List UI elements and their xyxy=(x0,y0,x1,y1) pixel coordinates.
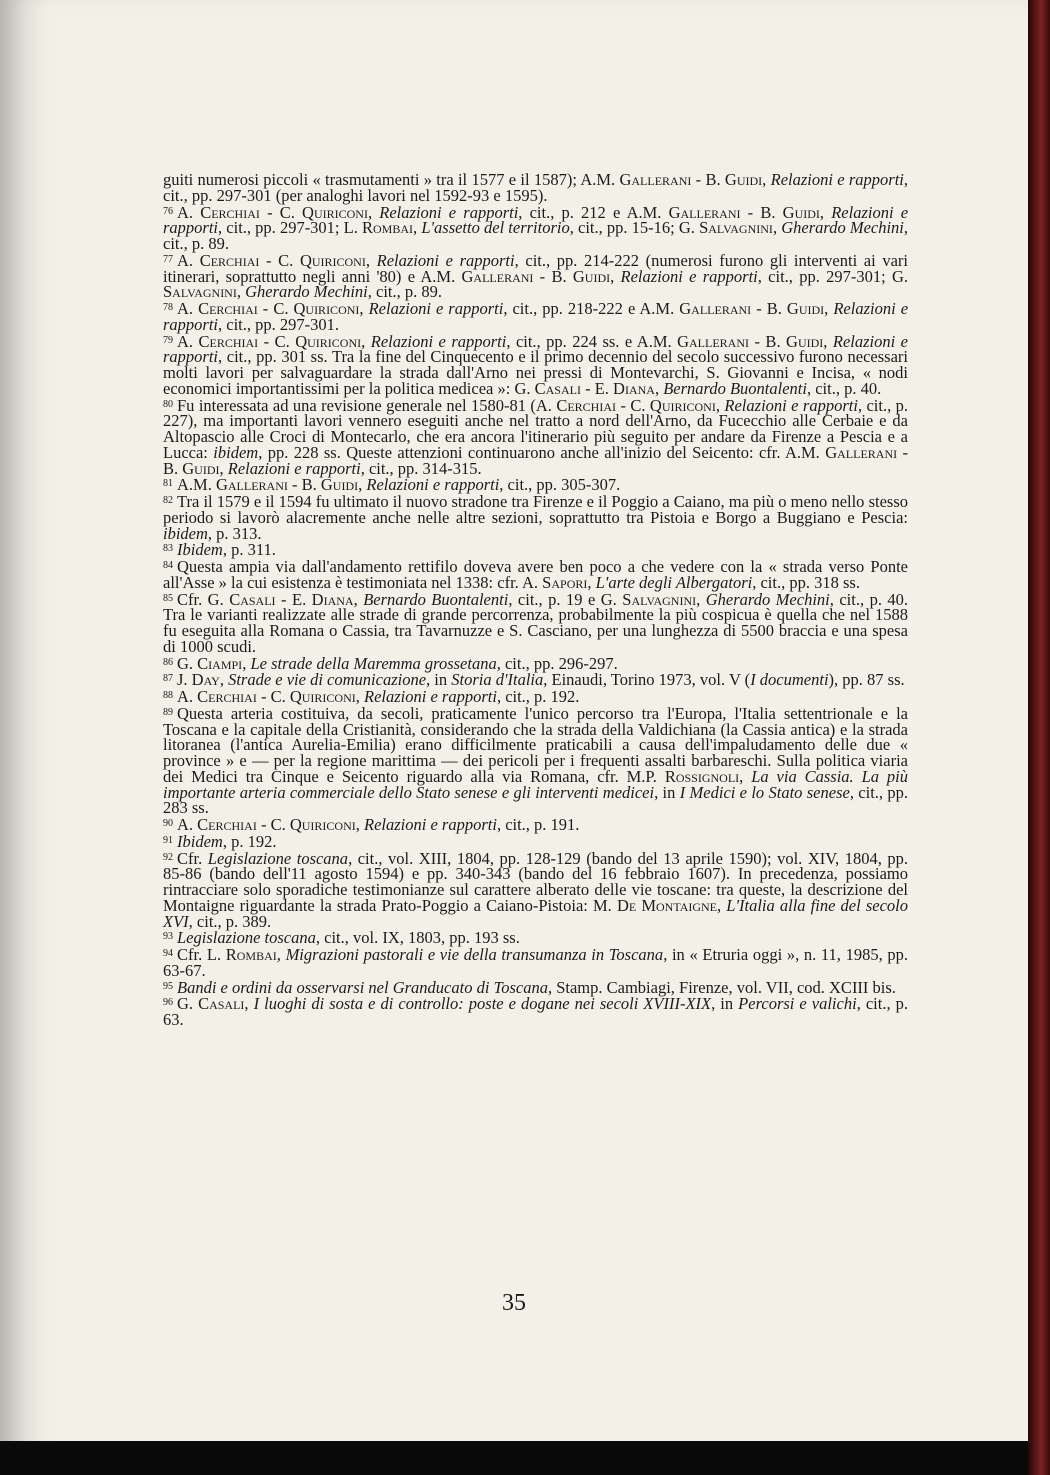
footnote-number: 93 xyxy=(163,931,173,943)
footnote-italic-title: Legislazione toscana xyxy=(177,928,316,948)
footnote-italic-title: La via Cassia. La più importante arteria commerciale dello Stato senese e gli interventi medicei xyxy=(163,766,908,802)
footnote-text: , p. 313. xyxy=(207,523,262,543)
footnote xyxy=(163,397,908,477)
footnote-author-name: Gallerani xyxy=(679,299,752,318)
footnote xyxy=(163,204,908,252)
footnote-italic-title: Bernardo Buontalenti xyxy=(363,589,509,609)
footnote-italic-title: Relazioni e rapporti xyxy=(227,458,361,478)
footnote-author-name: Gallerani xyxy=(619,170,692,189)
footnote xyxy=(163,671,908,688)
footnote-text: - E. xyxy=(580,378,614,398)
footnote-number: 91 xyxy=(163,834,173,846)
footnote-italic-title: Legislazione toscana xyxy=(207,848,349,868)
footnote-text: , cit., pp. 297-301; G. xyxy=(757,266,908,286)
footnote-italic-title: Bandi e ordini da osservarsi nel Granducato di Toscana xyxy=(177,977,548,997)
footnote xyxy=(163,979,908,996)
footnote-text: - C. xyxy=(616,395,650,415)
footnote-text: , p. 311. xyxy=(222,540,276,560)
footnote-italic-title: Relazioni e rapporti xyxy=(368,299,504,318)
footnote-author-name: Cerchiai xyxy=(200,202,260,222)
footnote-author-name: Quiriconi xyxy=(289,815,356,834)
footnote-number: 82 xyxy=(163,495,173,506)
footnote-text: , cit., p. 63. xyxy=(163,994,908,1029)
footnote xyxy=(163,476,908,493)
footnote-text: guiti numerosi piccoli « trasmutamenti » tra il 1577 e il 1587); A.M. xyxy=(163,170,620,189)
footnote-text: , cit., p. 40. Tra le varianti realizzate alle strade di grande percorrenza, probabilmente la più cospicua è quella che nel 1588 fu eseguita alla Romana o Cassia, tra Tavarnuzze e S. Casciano, per una lunghezza di 5500 braccia e una spesa di 1000 scudi. xyxy=(163,589,909,656)
footnote-italic-title: Relazioni e rapporti xyxy=(620,266,758,286)
footnote-text: , Stamp. Cambiagi, Firenze, vol. VII, cod. XCIII bis. xyxy=(547,977,896,997)
footnote-author-name: Rossignoli xyxy=(664,766,740,786)
footnote-author-name: Gallerani xyxy=(215,475,288,495)
footnote-text: , xyxy=(772,218,782,238)
page-number: 35 xyxy=(502,1290,526,1316)
footnote-italic-title: Relazioni e rapporti xyxy=(364,687,497,706)
footnote xyxy=(163,493,908,541)
footnote-text: - B. xyxy=(749,331,787,351)
footnote-text: , Einaudi, Torino 1973, vol. V ( xyxy=(543,670,751,690)
footnote xyxy=(163,333,908,397)
footnote xyxy=(163,558,908,591)
footnote-text: , xyxy=(587,572,596,592)
footnote-text: , xyxy=(358,475,367,495)
footnote-number: 96 xyxy=(163,997,173,1009)
footnote-text: , cit., pp. 214-222 (numerosi furono gli interventi ai vari itinerari, soprattutto negli anni '80) e A.M. xyxy=(163,250,909,286)
footnote-text: , xyxy=(361,331,371,351)
footnote xyxy=(163,172,908,204)
footnote-text: A. xyxy=(177,202,201,222)
footnote-text: , xyxy=(823,331,833,351)
footnote-text: - C. xyxy=(256,815,290,834)
footnote-text: , cit., pp. 15-16; G. xyxy=(569,218,700,238)
footnote-italic-title: Migrazioni pastorali e vie della transumanza in Toscana xyxy=(285,945,664,964)
footnote-author-name: Casali xyxy=(534,378,581,398)
footnote xyxy=(163,833,908,850)
footnote xyxy=(163,995,908,1028)
footnote-text: G. xyxy=(177,994,199,1014)
footnote-text: Questa arteria costituiva, da secoli, praticamente l'unico percorso tra l'Europa, l'Italia settentrionale e la Toscana e la capitale della Cristianità, considerando che la strada della Valdichiana (la Cassia antica) e la strada litoranea (l'antica Aurelia-Emilia) erano difficilmente praticabili a causa dell'impaludamento delle due « province » e — per la regione marittima — dei pericoli per i frequenti assalti barbareschi. Sulla politica viaria dei Medici tra Cinque e Seicento riguardo alla via Romana, cfr. M.P. xyxy=(163,703,908,786)
footnote-text: - C. xyxy=(259,202,303,222)
footnote-italic-title: Ibidem xyxy=(177,831,223,851)
footnote-text: A.M. xyxy=(177,475,216,495)
footnote xyxy=(163,252,908,300)
footnote-text: , in xyxy=(654,782,680,802)
footnote-italic-title: Relazioni e rapporti xyxy=(370,331,507,351)
footnote xyxy=(163,591,908,655)
footnote-text: , cit., vol. IX, 1803, pp. 193 ss. xyxy=(315,928,520,948)
footnote-text: , xyxy=(610,266,621,286)
footnote-text: J. xyxy=(177,670,192,690)
footnote-text: - C. xyxy=(257,299,294,318)
footnote-number: 89 xyxy=(163,706,173,718)
footnote-text: , xyxy=(715,395,725,415)
footnote-text: , cit., p. 212 e A.M. xyxy=(518,202,669,222)
footnote-number: 80 xyxy=(163,398,173,410)
footnote-text: , cit., p. 89. xyxy=(163,218,909,253)
footnote-number: 92 xyxy=(163,851,173,863)
footnote-text: - B. xyxy=(163,442,908,478)
footnotes-block xyxy=(163,172,908,1028)
footnote-italic-title: Gherardo Mechini xyxy=(781,218,904,238)
footnote-author-name: Quiriconi xyxy=(299,250,366,270)
footnote-text: , in « Etruria oggi », n. 11, 1985, pp. 63-67. xyxy=(163,945,909,980)
footnote-author-name: Salvagnini xyxy=(699,218,773,238)
footnote-text: , xyxy=(654,378,664,398)
footnote-text: , cit., pp. 297-301. xyxy=(218,314,340,334)
footnote-author-name: Guidi xyxy=(182,458,220,478)
footnote-text: , cit., p. 389. xyxy=(188,911,272,931)
footnote-italic-title: I Medici e lo Stato senese xyxy=(679,782,850,802)
footnote-text: A. xyxy=(177,815,198,834)
footnote-text: , xyxy=(219,458,228,478)
footnote-text: , xyxy=(359,299,369,318)
footnote xyxy=(163,705,908,816)
footnote-text: , cit., p. 192. xyxy=(496,687,580,706)
footnote-author-name: Gallerani xyxy=(668,202,741,222)
footnote xyxy=(163,850,908,930)
footnote-author-name: Gallerani xyxy=(461,266,534,286)
footnote-text: ), pp. 87 ss. xyxy=(828,670,905,690)
footnote xyxy=(163,541,908,558)
footnote-italic-title: Ibidem xyxy=(177,540,223,560)
footnote-italic-title: Relazioni e rapporti xyxy=(376,250,515,270)
footnote-number: 83 xyxy=(163,543,173,555)
footnote-author-name: Salvagnini xyxy=(622,589,697,609)
footnote-author-name: Quiriconi xyxy=(295,331,362,351)
footnote-text: , xyxy=(696,589,706,609)
footnote-text: , xyxy=(236,282,246,302)
footnote-italic-title: Strade e vie di comunicazione xyxy=(228,670,427,690)
footnote-number: 95 xyxy=(163,980,173,992)
footnote-italic-title: Storia d'Italia xyxy=(451,670,544,690)
footnote-text: Cfr. L. xyxy=(177,945,226,964)
footnote-text: , xyxy=(355,815,365,834)
footnote-italic-title: L'arte degli Albergatori xyxy=(595,572,753,592)
footnote-text: , cit., pp. 314-315. xyxy=(360,458,482,478)
footnote-text: , cit., pp. 297-301; L. xyxy=(218,218,363,238)
footnote-italic-title: L'Italia alla fine del secolo XVI xyxy=(163,895,908,931)
footnote-italic-title: ibidem xyxy=(213,442,259,462)
footnote-author-name: Rombai xyxy=(362,218,414,238)
footnote-italic-title: Relazioni e rapporti xyxy=(379,202,519,222)
footnote xyxy=(163,300,908,333)
footnote-author-name: Guidi xyxy=(320,475,359,495)
footnote-italic-title: I documenti xyxy=(750,670,829,690)
footnote-text: , cit., pp. 224 ss. e A.M. xyxy=(506,331,678,351)
footnote-italic-title: Gherardo Mechini xyxy=(245,282,368,302)
footnote-text: A. xyxy=(177,299,199,318)
footnote-italic-title: Relazioni e rapporti xyxy=(163,299,909,334)
footnote-text: - B. xyxy=(751,299,787,318)
footnote xyxy=(163,655,908,672)
footnote-text: , cit., p. 191. xyxy=(496,815,580,834)
footnote-text: - C. xyxy=(258,331,296,351)
footnote-text: , xyxy=(717,895,727,915)
footnote-author-name: Cerchiai xyxy=(198,299,258,318)
footnote-author-name: De Montaigne xyxy=(616,895,718,915)
footnote-author-name: Guidi xyxy=(724,170,763,189)
footnote-text: , xyxy=(219,670,229,690)
footnote-italic-title: Relazioni e rapporti xyxy=(163,331,908,367)
footnote-text: , xyxy=(819,202,832,222)
footnote-text: A. xyxy=(177,331,199,351)
footnote-text: , cit., pp. 218-222 e A.M. xyxy=(503,299,680,318)
footnote-author-name: Guidi xyxy=(572,266,611,286)
footnote-author-name: Quiriconi xyxy=(293,299,360,318)
footnote-text: , xyxy=(739,766,752,786)
footnote-text: , cit., p. 89. xyxy=(367,282,443,302)
footnote-author-name: Cerchiai xyxy=(199,250,260,270)
footnote-italic-title: ibidem xyxy=(163,523,208,543)
bottom-shadow xyxy=(0,1441,1028,1458)
footnote-text: Questa ampia via dall'andamento rettifilo doveva avere ben poco a che vedere con la « strada verso Ponte all'Asse » la cui esistenza è testimoniata nel 1338: cfr. A. xyxy=(163,557,908,592)
footnote-text: , cit., pp. 283 ss. xyxy=(163,782,908,818)
footnote-text: - B. xyxy=(691,170,725,189)
footnote-author-name: Day xyxy=(191,670,220,690)
footnote-italic-title: Relazioni e rapporti xyxy=(364,815,497,834)
footnote-text: , xyxy=(353,589,364,609)
footnote-text: , in xyxy=(711,994,739,1014)
footnote-text: , pp. 228 ss. Queste attenzioni continuarono anche all'inizio del Seicento: cfr. A.M. xyxy=(258,442,826,462)
footnote-author-name: Cerchiai xyxy=(197,687,257,706)
footnote-author-name: Salvagnini xyxy=(163,282,237,302)
footnote-text: , cit., pp. 297-301 (per analoghi lavori nel 1592-93 e 1595). xyxy=(163,170,909,205)
footnote-author-name: Rombai xyxy=(225,945,277,964)
footnote-italic-title: Gherardo Mechini xyxy=(705,589,830,609)
footnote-text: A. xyxy=(177,687,198,706)
footnote-author-name: Casali xyxy=(198,994,245,1014)
footnote-author-name: Gallerani xyxy=(825,442,898,462)
footnote-text: , cit., p. 19 e G. xyxy=(508,589,623,609)
footnote-text: , xyxy=(276,945,286,964)
footnote-italic-title: L'assetto del territorio xyxy=(421,218,570,238)
footnote-author-name: Diana xyxy=(311,589,354,609)
footnote-text: , xyxy=(365,250,377,270)
footnote-author-name: Quiriconi xyxy=(302,202,368,222)
footnote-author-name: Quiriconi xyxy=(649,395,716,415)
footnote-text: , p. 192. xyxy=(222,831,277,851)
footnote-text: , cit., pp. 318 ss. xyxy=(752,572,860,592)
footnote-text: , xyxy=(244,994,254,1014)
footnote-text: , xyxy=(413,218,422,238)
footnote-number: 94 xyxy=(163,948,173,959)
footnote-number: 90 xyxy=(163,818,173,829)
footnote-author-name: Cerchiai xyxy=(198,331,259,351)
footnote-italic-title: Relazioni e rapporti xyxy=(163,202,909,238)
footnote-text: , xyxy=(824,299,834,318)
footnote-author-name: Cerchiai xyxy=(556,395,617,415)
footnote-number: 85 xyxy=(163,592,173,604)
footnote-author-name: Diana xyxy=(613,378,655,398)
footnote-text: - C. xyxy=(259,250,300,270)
footnote-text: , cit., pp. 305-307. xyxy=(499,475,621,495)
footnote-author-name: Casali xyxy=(229,589,276,609)
footnote-author-name: Ciampi xyxy=(197,653,243,673)
footnote-author-name: Guidi xyxy=(782,202,820,222)
footnote-text: - C. xyxy=(256,687,290,706)
footnote-italic-title: Le strade della Maremma grossetana xyxy=(250,653,497,673)
footnote-number: 87 xyxy=(163,673,173,685)
footnote-text: , xyxy=(355,687,365,706)
footnote-author-name: Guidi xyxy=(786,299,825,318)
footnote-author-name: Sapori xyxy=(542,572,588,592)
footnote xyxy=(163,688,908,705)
footnote-text: , cit., vol. XIII, 1804, pp. 128-129 (bando del 13 aprile 1590); vol. XIV, 1804, pp. 85-86 (bando dell'11 agosto 1594) e pp. 340-343 (bando del 16 febbraio 1607). In precedenza, possiamo rintracciare solo sporadiche testimonianze sul carattere alberato delle vie toscane: tra queste, la descrizione del Montaigne riguardante la strada Prato-Poggio a Caiano-Pistoia: M. xyxy=(163,848,908,915)
footnote-number: 84 xyxy=(163,560,173,571)
footnote-number: 77 xyxy=(163,253,173,265)
footnote-number: 86 xyxy=(163,656,173,668)
footnote-number: 81 xyxy=(163,478,173,490)
footnote-italic-title: Relazioni e rapporti xyxy=(770,170,904,189)
footnote-number: 78 xyxy=(163,302,173,313)
footnote-text: , in xyxy=(426,670,452,690)
footnote-italic-title: Bernardo Buontalenti xyxy=(663,378,807,398)
book-page-edges xyxy=(1028,0,1050,1475)
footnote-text: Cfr. G. xyxy=(177,589,230,609)
footnote-italic-title: Percorsi e valichi xyxy=(738,994,857,1014)
footnote-italic-title: I luoghi di sosta e di controllo: poste e dogane nei secoli XVIII-XIX xyxy=(253,994,712,1014)
footnote-text: , xyxy=(762,170,771,189)
footnote-number: 88 xyxy=(163,690,173,701)
footnote-text: A. xyxy=(177,250,200,270)
footnote-text: , cit., pp. 301 ss. Tra la fine del Cinquecento e il primo decennio del secolo successivo furono necessari molti lavori per salvaguardare la strada dall'Arno nei pressi di Montevarchi, S. Giovanni e Incisa, « nodi economici importantissimi per la politica medicea »: G. xyxy=(163,347,908,398)
footnote-text: , cit., p. 227), ma importanti lavori vennero eseguiti anche nel tratto a nord dell'Arno, da Fucecchio alle Cerbaie e da Altopascio alle Croci di Montecarlo, che era ancora l'itinerario più seguito per andare da Firenze a Pescia e a Lucca: xyxy=(163,395,909,462)
footnote xyxy=(163,816,908,833)
footnote-number: 79 xyxy=(163,334,173,346)
footnote-text: Cfr. xyxy=(177,848,208,868)
footnote-text: , cit., pp. 296-297. xyxy=(496,653,618,673)
footnote-author-name: Cerchiai xyxy=(197,815,257,834)
footnote xyxy=(163,929,908,946)
footnote-text: , xyxy=(242,653,251,673)
footnote-author-name: Gallerani xyxy=(677,331,749,351)
footnote-italic-title: Relazioni e rapporti xyxy=(724,395,858,415)
footnote-author-name: Guidi xyxy=(786,331,824,351)
footnote-text: , xyxy=(367,202,380,222)
footnote-text: - E. xyxy=(275,589,312,609)
footnote-text: - B. xyxy=(287,475,321,495)
footnote-text: - B. xyxy=(533,266,573,286)
footnote-number: 76 xyxy=(163,205,173,217)
footnote-text: Tra il 1579 e il 1594 fu ultimato il nuovo stradone tra Firenze e il Poggio a Caiano, ma più o meno nello stesso periodo si lavorò alacremente anche nelle altre sezioni, soprattutto tra Pistoia e Borgo a Buggiano e Pescia: xyxy=(163,492,908,527)
footnote-text: Fu interessata ad una revisione generale nel 1580-81 (A. xyxy=(177,395,557,415)
footnote-text: G. xyxy=(177,653,198,673)
footnote-author-name: Quiriconi xyxy=(289,687,356,706)
footnote-text: - B. xyxy=(740,202,783,222)
footnote xyxy=(163,946,908,979)
footnote-italic-title: Relazioni e rapporti xyxy=(366,475,500,495)
footnote-text: , cit., p. 40. xyxy=(806,378,882,398)
